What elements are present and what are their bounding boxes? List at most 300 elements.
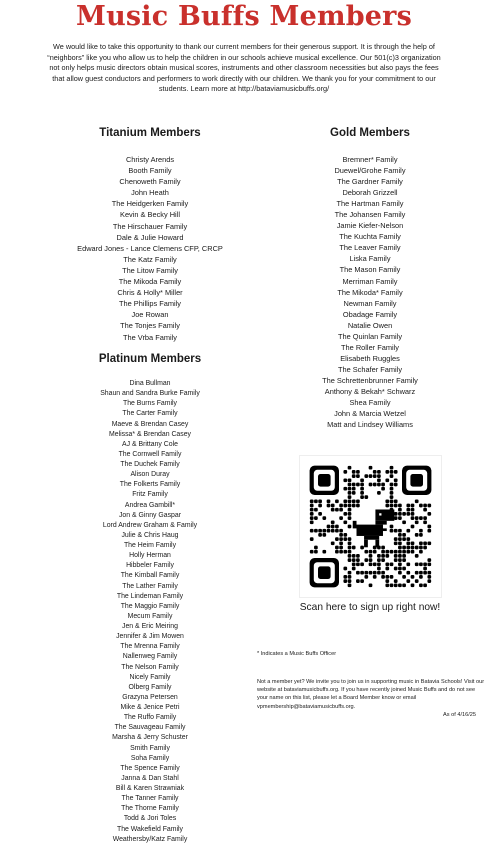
qr-module [394,558,398,562]
member-name: John Heath [131,188,169,198]
qr-module [310,499,314,503]
member-name: Jen & Eric Meiring [122,623,178,630]
member-name: Mecum Family [127,612,173,620]
qr-module [335,546,339,550]
as-of-date: As of 4/16/25 [443,711,476,718]
qr-module [369,466,373,470]
qr-module [377,567,381,571]
member-name: The Spence Family [120,764,180,772]
scan-caption: Scan here to sign up right now! [299,602,441,613]
qr-module [415,546,419,550]
qr-module [369,558,373,562]
member-name: The Katz Family [123,254,177,264]
qr-module [348,575,352,579]
qr-module [369,583,373,587]
qr-module [406,550,410,554]
qr-module [352,491,356,495]
qr-module [314,529,318,533]
qr-module [398,554,402,558]
qr-module [419,504,423,508]
member-name: The Gardner Family [337,177,403,187]
page-title: Music Buffs Members [75,1,412,32]
qr-module [423,504,427,508]
qr-module [339,508,343,512]
qr-module [314,516,318,520]
qr-module [415,579,419,583]
qr-module [423,508,427,512]
member-name: Bill & Karen Strawniak [115,785,185,792]
member-name: The Tanner Family [121,795,179,803]
qr-module [406,541,410,545]
member-name: Christy Arends [125,155,175,164]
titanium-list [40,154,260,343]
member-name: The Phillips Family [118,299,182,309]
gold-heading: Gold Members [330,127,410,139]
member-name: Kevin & Becky Hill [120,210,180,220]
qr-module [369,550,373,554]
qr-module [348,499,352,503]
member-name: Jennifer & Jim Mowen [116,633,184,641]
qr-module [402,567,406,571]
member-name: Maeve & Brendan Casey [111,420,189,428]
qr-module [415,533,419,537]
qr-module [402,546,406,550]
qr-module [385,478,389,482]
qr-module [343,550,347,554]
qr-module [343,579,347,583]
dinosaur-icon [353,509,395,547]
qr-module [406,508,410,512]
member-name: Deborah Grizzell [342,188,398,198]
member-name: The Leaver Family [339,243,401,253]
officer-note: * Indicates a Music Buffs Officer [257,651,337,657]
qr-module [352,470,356,474]
qr-module [318,499,322,503]
qr-module [398,562,402,566]
qr-module [314,499,318,503]
qr-module [339,537,343,541]
qr-module [390,562,394,566]
qr-module [394,583,398,587]
member-name: Edward Jones - Lance Clemens CFP, CRCP [77,243,223,253]
qr-module [385,575,389,579]
member-name: Smith Family [130,744,170,752]
qr-module [364,495,368,499]
qr-module [390,470,394,474]
qr-module [394,470,398,474]
member-name: Chenoweth Family [119,177,181,187]
member-name: Marsha & Jerry Schuster [112,734,188,742]
qr-code-graphic [300,456,441,597]
qr-module [423,541,427,545]
qr-module [310,504,314,508]
qr-module [419,533,423,537]
member-name: The Duchek Family [120,461,180,468]
qr-module [343,512,347,516]
qr-module [390,483,394,487]
platinum-list [40,379,260,845]
qr-module [394,550,398,554]
qr-module [394,541,398,545]
qr-module [310,508,314,512]
qr-module [406,562,410,566]
qr-module [402,520,406,524]
qr-module [373,483,377,487]
qr-module [415,516,419,520]
qr-module [377,562,381,566]
qr-module [322,550,326,554]
member-name: Andrea Gambill* [124,501,176,509]
qr-module [394,567,398,571]
member-name: The Litow Family [122,265,178,275]
qr-module [385,470,389,474]
qr-module [348,537,352,541]
qr-module [348,512,352,516]
qr-module [352,562,356,566]
qr-module [402,575,406,579]
qr-module [373,562,377,566]
member-name: Holly Herman [129,552,171,560]
member-name: The Mrenna Family [120,643,180,651]
qr-module [310,512,314,516]
titanium-heading: Titanium Members [99,127,201,139]
qr-module [419,546,423,550]
member-name: The Sauvageau Family [114,724,186,732]
member-name: The Johansen Family [334,210,406,220]
qr-module [356,558,360,562]
member-name: The Vrba Family [123,332,177,342]
qr-module [390,466,394,470]
gold-list [258,154,482,430]
member-name: Merriman Family [342,276,398,286]
qr-module [364,575,368,579]
member-name: Weathersby/Katz Family [112,835,188,843]
qr-module [381,546,385,550]
member-name: The Kimball Family [120,572,180,580]
qr-module [331,529,335,533]
qr-module [352,567,356,571]
qr-module [427,571,431,575]
qr-module [411,512,415,516]
qr-module [360,491,364,495]
qr-module [360,562,364,566]
qr-module [343,520,347,524]
qr-module [390,550,394,554]
join-note [257,678,485,719]
member-name: Hibbeler Family [126,562,174,570]
qr-module [385,579,389,583]
qr-module [398,512,402,516]
qr-module [343,567,347,571]
qr-module [423,516,427,520]
member-name: Dale & Julie Howard [116,232,184,242]
qr-module [343,575,347,579]
qr-module [356,499,360,503]
qr-module [390,529,394,533]
qr-module [398,516,402,520]
member-name: Shaun and Sandra Burke Family [100,390,200,398]
qr-module [335,537,339,541]
intro-paragraph: We would like to take this opportunity to thank our current members for their generous support. It is through the help of “neighbors” like you who allow us to help the children in our schools achieve musical excellence. Our 501(c)3 organization not only helps music directors obtain musical scores, instruments and other classroom necessities but also pays the fees that allow guest conductors and performers to work directly with our children. We thank you for your commitment to our students. Learn more at http://bataviamusicbuffs.org/ [47,42,441,94]
qr-module [343,537,347,541]
qr-module [314,508,318,512]
qr-module [381,487,385,491]
member-name: The Lindeman Family [116,592,184,600]
qr-module [339,550,343,554]
qr-module [394,579,398,583]
qr-module [364,571,368,575]
qr-module [352,554,356,558]
qr-module [335,525,339,529]
qr-module [331,525,335,529]
qr-module [348,495,352,499]
qr-module [427,558,431,562]
qr-module [327,504,331,508]
qr-module [406,579,410,583]
qr-module [348,558,352,562]
qr-module [423,583,427,587]
member-name: Mike & Jenice Petri [120,704,180,711]
qr-module [427,525,431,529]
qr-module [390,495,394,499]
qr-module [398,571,402,575]
qr-module [352,499,356,503]
qr-module [419,541,423,545]
qr-module [339,533,343,537]
qr-module [348,571,352,575]
qr-module [310,550,314,554]
qr-module [322,529,326,533]
qr-module [394,512,398,516]
qr-module [411,546,415,550]
qr-module [390,525,394,529]
qr-module [377,478,381,482]
qr-module [352,546,356,550]
qr-module [381,550,385,554]
qr-module [356,470,360,474]
qr-module [352,474,356,478]
member-name: Olberg Family [128,683,172,691]
qr-module [356,504,360,508]
member-name: The Hirschauer Family [112,221,188,231]
qr-module [348,579,352,583]
qr-module [406,546,410,550]
qr-module [364,558,368,562]
qr-module [360,495,364,499]
signup-qr-code[interactable] [300,456,441,597]
qr-module [402,550,406,554]
qr-module [343,470,347,474]
qr-module [343,478,347,482]
qr-module [373,571,377,575]
qr-module [356,571,360,575]
member-name: The Carter Family [122,410,178,418]
member-name: Joe Rowan [131,310,169,320]
qr-module [310,537,314,541]
qr-module [310,529,314,533]
qr-module [318,529,322,533]
qr-module [348,541,352,545]
qr-module [360,487,364,491]
qr-module [314,550,318,554]
qr-module [348,525,352,529]
qr-module [411,525,415,529]
qr-module [402,558,406,562]
qr-module [377,571,381,575]
member-name: The Roller Family [341,342,399,352]
qr-module [369,483,373,487]
qr-module [343,504,347,508]
qr-module [385,550,389,554]
qr-module [360,483,364,487]
qr-module [385,583,389,587]
member-name: The Lather Family [122,582,178,590]
qr-module [427,575,431,579]
qr-module [364,474,368,478]
qr-module [348,583,352,587]
qr-module [373,474,377,478]
qr-module [427,562,431,566]
qr-module [398,533,402,537]
qr-module [411,516,415,520]
qr-module [373,470,377,474]
qr-module [390,575,394,579]
qr-module [322,533,326,537]
qr-module [411,550,415,554]
member-name: The Mikoda Family [118,277,182,287]
qr-module [398,546,402,550]
qr-module [373,550,377,554]
qr-module [398,529,402,533]
qr-module [406,529,410,533]
member-name: Elisabeth Ruggles [340,353,400,363]
member-name: John & Marcia Wetzel [334,409,406,419]
member-name: Shea Family [349,398,391,408]
qr-module [402,583,406,587]
member-name: The Ruffo Family [123,714,177,722]
qr-module [398,504,402,508]
member-name: Liska Family [349,254,391,264]
qr-module [394,516,398,520]
member-name: The Tonjes Family [120,321,180,331]
qr-module [310,516,314,520]
qr-module [352,483,356,487]
qr-module [394,499,398,503]
qr-module [356,474,360,478]
qr-module [335,550,339,554]
qr-module [398,583,402,587]
qr-module [419,529,423,533]
qr-module [348,483,352,487]
qr-module [348,504,352,508]
qr-module [415,499,419,503]
member-name: Bremner* Family [342,155,398,164]
qr-module [373,575,377,579]
qr-module [398,550,402,554]
qr-module [394,529,398,533]
qr-module [369,571,373,575]
qr-module [402,554,406,558]
qr-module [415,520,419,524]
qr-module [385,554,389,558]
qr-module [339,516,343,520]
qr-module [377,491,381,495]
qr-module [352,487,356,491]
member-name: Obadage Family [342,309,398,319]
qr-module [369,562,373,566]
qr-module [343,487,347,491]
qr-module [415,571,419,575]
qr-module [360,546,364,550]
qr-module [356,562,360,566]
qr-module [318,512,322,516]
member-name: Nicely Family [129,673,171,681]
qr-module [390,504,394,508]
member-name: Newman Family [343,298,397,308]
qr-module [385,504,389,508]
member-name: Booth Family [128,166,172,176]
qr-module [390,499,394,503]
join-note-text: Not a member yet? We invite you to join us in supporting music in Batavia Schools! Visit our website at bataviamusicbuffs.org. If you have recently joined Music Buffs and do not see your name on this list, please let a Board Member know or email vpmembership@bataviamusicbuffs.org. [257,679,485,710]
qr-module [423,520,427,524]
member-name: Alison Duray [130,471,170,479]
qr-module [381,558,385,562]
qr-module [398,508,402,512]
qr-module [327,525,331,529]
qr-module [402,537,406,541]
member-name: The Wakefield Family [117,825,183,833]
member-name: Natalie Owen [347,320,393,330]
qr-module [348,487,352,491]
qr-module [394,554,398,558]
qr-module [411,508,415,512]
qr-module [427,579,431,583]
member-name: Jamie Kiefer-Nelson [336,221,404,231]
member-name: The Schafer Family [337,364,403,374]
qr-module [339,541,343,545]
qr-module [348,554,352,558]
qr-module [348,491,352,495]
qr-module [390,474,394,478]
qr-module [377,554,381,558]
qr-module [427,504,431,508]
member-name: Janna & Dan Stahl [121,774,179,782]
qr-module [411,504,415,508]
qr-module [377,558,381,562]
qr-module [327,499,331,503]
qr-module [411,575,415,579]
qr-module [381,571,385,575]
member-name: AJ & Brittany Cole [122,440,178,448]
member-name: Grazyna Petersen [122,693,178,701]
qr-module [385,499,389,503]
qr-module [331,520,335,524]
qr-module [394,537,398,541]
qr-module [348,478,352,482]
qr-module [356,579,360,583]
member-name: The Cornwell Family [118,450,182,458]
qr-module [381,554,385,558]
qr-module [390,487,394,491]
qr-module [398,541,402,545]
qr-module [406,571,410,575]
qr-module [364,550,368,554]
member-name: Todd & Jori Toles [123,815,177,823]
qr-module [427,529,431,533]
member-name: Julie & Chris Haug [121,531,179,539]
qr-module [381,575,385,579]
qr-module [310,520,314,524]
